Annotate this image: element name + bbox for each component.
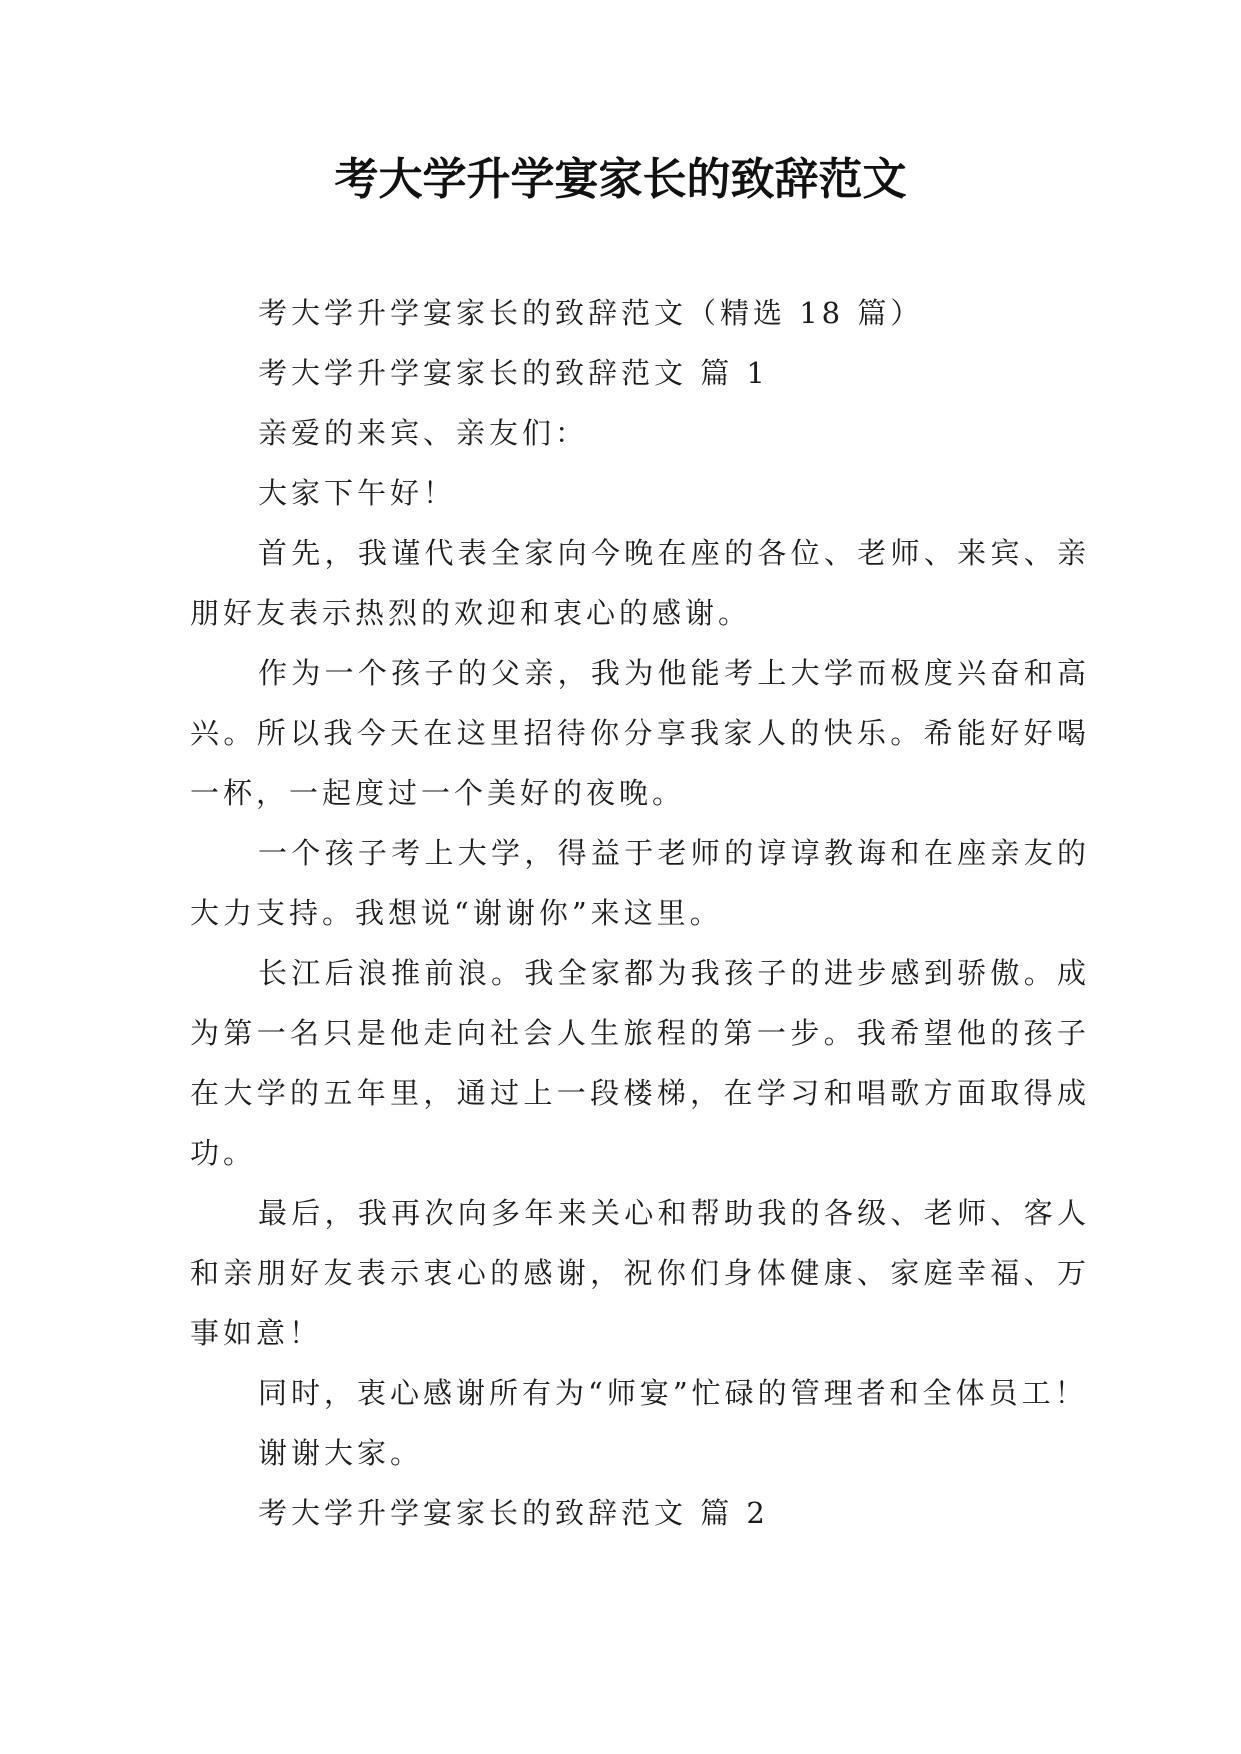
closing-paragraph: 谢谢大家。 xyxy=(258,1436,424,1470)
salutation-paragraph: 亲爱的来宾、亲友们： xyxy=(258,416,589,450)
body-paragraph: 长江后浪推前浪。我全家都为我孩子的进步感到骄傲。成为第一名只是他走向社会人生旅程的第一步。我希望他的孩子在大学的五年里，通过上一段楼梯，在学习和唱歌方面取得成功。 xyxy=(190,956,1090,1170)
greeting-paragraph: 大家下午好！ xyxy=(258,476,457,510)
body-paragraph: 首先，我谨代表全家向今晚在座的各位、老师、来宾、亲朋好友表示热烈的欢迎和衷心的感谢。 xyxy=(190,536,1090,630)
section-heading-2: 考大学升学宴家长的致辞范文 篇 2 xyxy=(258,1496,769,1530)
body-paragraph: 同时，衷心感谢所有为“师宴”忙碌的管理者和全体员工！ xyxy=(258,1376,1088,1410)
document-body xyxy=(190,283,1090,1543)
document-title: 考大学升学宴家长的致辞范文 xyxy=(334,154,907,205)
body-paragraph: 作为一个孩子的父亲，我为他能考上大学而极度兴奋和高兴。所以我今天在这里招待你分享我家人的快乐。希能好好喝一杯，一起度过一个美好的夜晚。 xyxy=(190,656,1090,810)
subtitle-paragraph: 考大学升学宴家长的致辞范文（精选 18 篇） xyxy=(258,296,924,330)
body-paragraph: 一个孩子考上大学，得益于老师的谆谆教诲和在座亲友的大力支持。我想说“谢谢你”来这里。 xyxy=(190,836,1090,930)
body-paragraph: 最后，我再次向多年来关心和帮助我的各级、老师、客人和亲朋好友表示衷心的感谢，祝你们身体健康、家庭幸福、万事如意！ xyxy=(190,1196,1090,1350)
section-heading-1: 考大学升学宴家长的致辞范文 篇 1 xyxy=(258,356,769,390)
